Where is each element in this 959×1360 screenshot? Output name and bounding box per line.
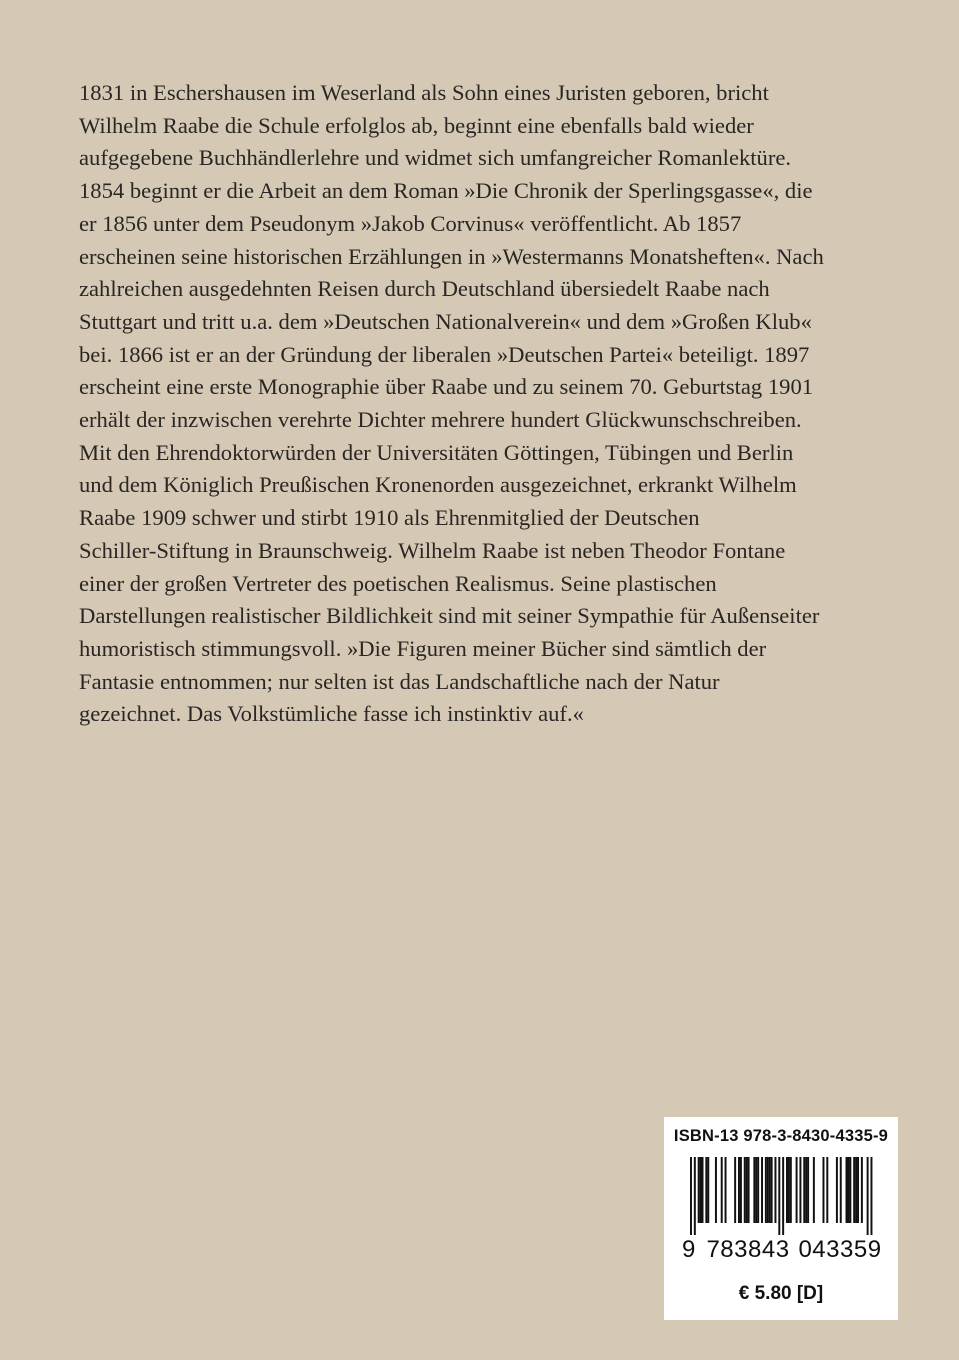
barcode-bar: [790, 1157, 792, 1223]
barcode-bar: [767, 1157, 769, 1223]
barcode-bar: [807, 1157, 809, 1223]
barcode-bar: [857, 1157, 859, 1223]
barcode-guard-bar: [694, 1157, 696, 1235]
barcode-bar: [700, 1157, 702, 1223]
barcode-bar: [840, 1157, 842, 1223]
barcode-bar: [836, 1157, 838, 1223]
barcode-bar: [788, 1157, 790, 1223]
biography-line: 1831 in Eschershausen im Weserland als Sohn eines Juristen geboren, bricht: [79, 80, 769, 105]
barcode-bar: [705, 1157, 707, 1223]
biography-line: Mit den Ehrendoktorwürden der Universitäten Göttingen, Tübingen und Berlin: [79, 439, 794, 465]
biography-line: und dem Königlich Preußischen Kronenorden ausgezeichnet, erkrankt Wilhelm: [79, 472, 797, 498]
barcode-bar: [725, 1157, 727, 1223]
ean-first-digit: 9: [682, 1236, 696, 1263]
barcode-bar: [740, 1157, 742, 1223]
barcode-bar: [765, 1157, 767, 1223]
price-label: € 5.80 [D]: [738, 1283, 824, 1304]
biography-line: Wilhelm Raabe die Schule erfolglos ab, beginnt eine ebenfalls bald wieder: [79, 112, 754, 138]
barcode-bar: [774, 1157, 776, 1223]
barcode-bar: [786, 1157, 788, 1223]
barcode-bar: [853, 1157, 855, 1223]
barcode-icon: [664, 1157, 898, 1237]
barcode-bar: [826, 1157, 828, 1223]
barcode-bar: [861, 1157, 863, 1223]
barcode-bar: [707, 1157, 709, 1223]
biography-line: erscheinen seine historischen Erzählungen in »Westermanns Monatsheften«. Nach: [79, 243, 824, 269]
barcode-bar: [715, 1157, 717, 1223]
barcode-bar: [755, 1157, 757, 1223]
biography-line: aufgegebene Buchhändlerlehre und widmet sich umfangreicher Romanlektüre.: [79, 145, 792, 171]
biography-line: Fantasie entnommen; nur selten ist das Landschaftliche nach der Natur: [79, 668, 720, 694]
isbn-number: ISBN-13 978-3-8430-4335-9: [673, 1127, 889, 1145]
barcode-guard-bar: [870, 1157, 872, 1235]
biography-text: [79, 77, 899, 731]
barcode-guard-bar: [690, 1157, 692, 1235]
biography-line: Stuttgart und tritt u.a. dem »Deutschen Nationalverein« und dem »Großen Klub«: [79, 308, 812, 334]
biography-line: Raabe 1909 schwer und stirbt 1910 als Ehrenmitglied der Deutschen: [79, 505, 700, 531]
barcode-bar: [702, 1157, 704, 1223]
biography-line: Darstellungen realistischer Bildlichkeit sind mit seiner Sympathie für Außenseiter: [79, 603, 820, 629]
barcode-bar: [757, 1157, 759, 1223]
biography-line: 1854 beginnt er die Arbeit an dem Roman »Die Chronik der Sperlingsgasse«, die: [79, 178, 813, 204]
biography-line: bei. 1866 ist er an der Gründung der liberalen »Deutschen Partei« beteiligt. 1897: [79, 341, 810, 367]
isbn-label: [664, 1117, 898, 1320]
biography-line: erhält der inzwischen verehrte Dichter mehrere hundert Glückwunschschreiben.: [79, 407, 802, 433]
barcode-bar: [734, 1157, 736, 1223]
barcode-guard-bar: [782, 1157, 784, 1235]
barcode-bar: [769, 1157, 771, 1223]
biography-line: Schiller-Stiftung in Braunschweig. Wilhelm Raabe ist neben Theodor Fontane: [79, 537, 786, 563]
barcode-bar: [855, 1157, 857, 1223]
barcode-bar: [803, 1157, 805, 1223]
barcode-bar: [744, 1157, 746, 1223]
biography-line: zahlreichen ausgedehnten Reisen durch Deutschland übersiedelt Raabe nach: [79, 276, 770, 302]
barcode-bar: [721, 1157, 723, 1223]
barcode-bar: [698, 1157, 700, 1223]
barcode-bar: [799, 1157, 801, 1223]
barcode-bar: [746, 1157, 748, 1223]
barcode-bar: [753, 1157, 755, 1223]
barcode-bar: [805, 1157, 807, 1223]
barcode-bar: [771, 1157, 773, 1223]
barcode-bar: [847, 1157, 849, 1223]
barcode-bar: [822, 1157, 824, 1223]
barcode-bar: [849, 1157, 851, 1223]
barcode-bar: [761, 1157, 763, 1223]
barcode-guard-bar: [778, 1157, 780, 1235]
biography-line: er 1856 unter dem Pseudonym »Jakob Corvinus« veröffentlicht. Ab 1857: [79, 210, 742, 236]
barcode-bar: [796, 1157, 798, 1223]
biography-line: gezeichnet. Das Volkstümliche fasse ich instinktiv auf.«: [79, 701, 584, 727]
barcode-guard-bar: [867, 1157, 869, 1235]
ean-left-group: 783843: [706, 1236, 790, 1263]
barcode-bar: [738, 1157, 740, 1223]
barcode-bar: [846, 1157, 848, 1223]
barcode-bar: [813, 1157, 815, 1223]
biography-line: humoristisch stimmungsvoll. »Die Figuren meiner Bücher sind sämtlich der: [79, 635, 767, 661]
barcode-bar: [748, 1157, 750, 1223]
ean-right-group: 043359: [798, 1236, 882, 1263]
biography-line: erscheint eine erste Monographie über Raabe und zu seinem 70. Geburtstag 1901: [79, 374, 814, 400]
biography-line: einer der großen Vertreter des poetischen Realismus. Seine plastischen: [79, 570, 717, 596]
